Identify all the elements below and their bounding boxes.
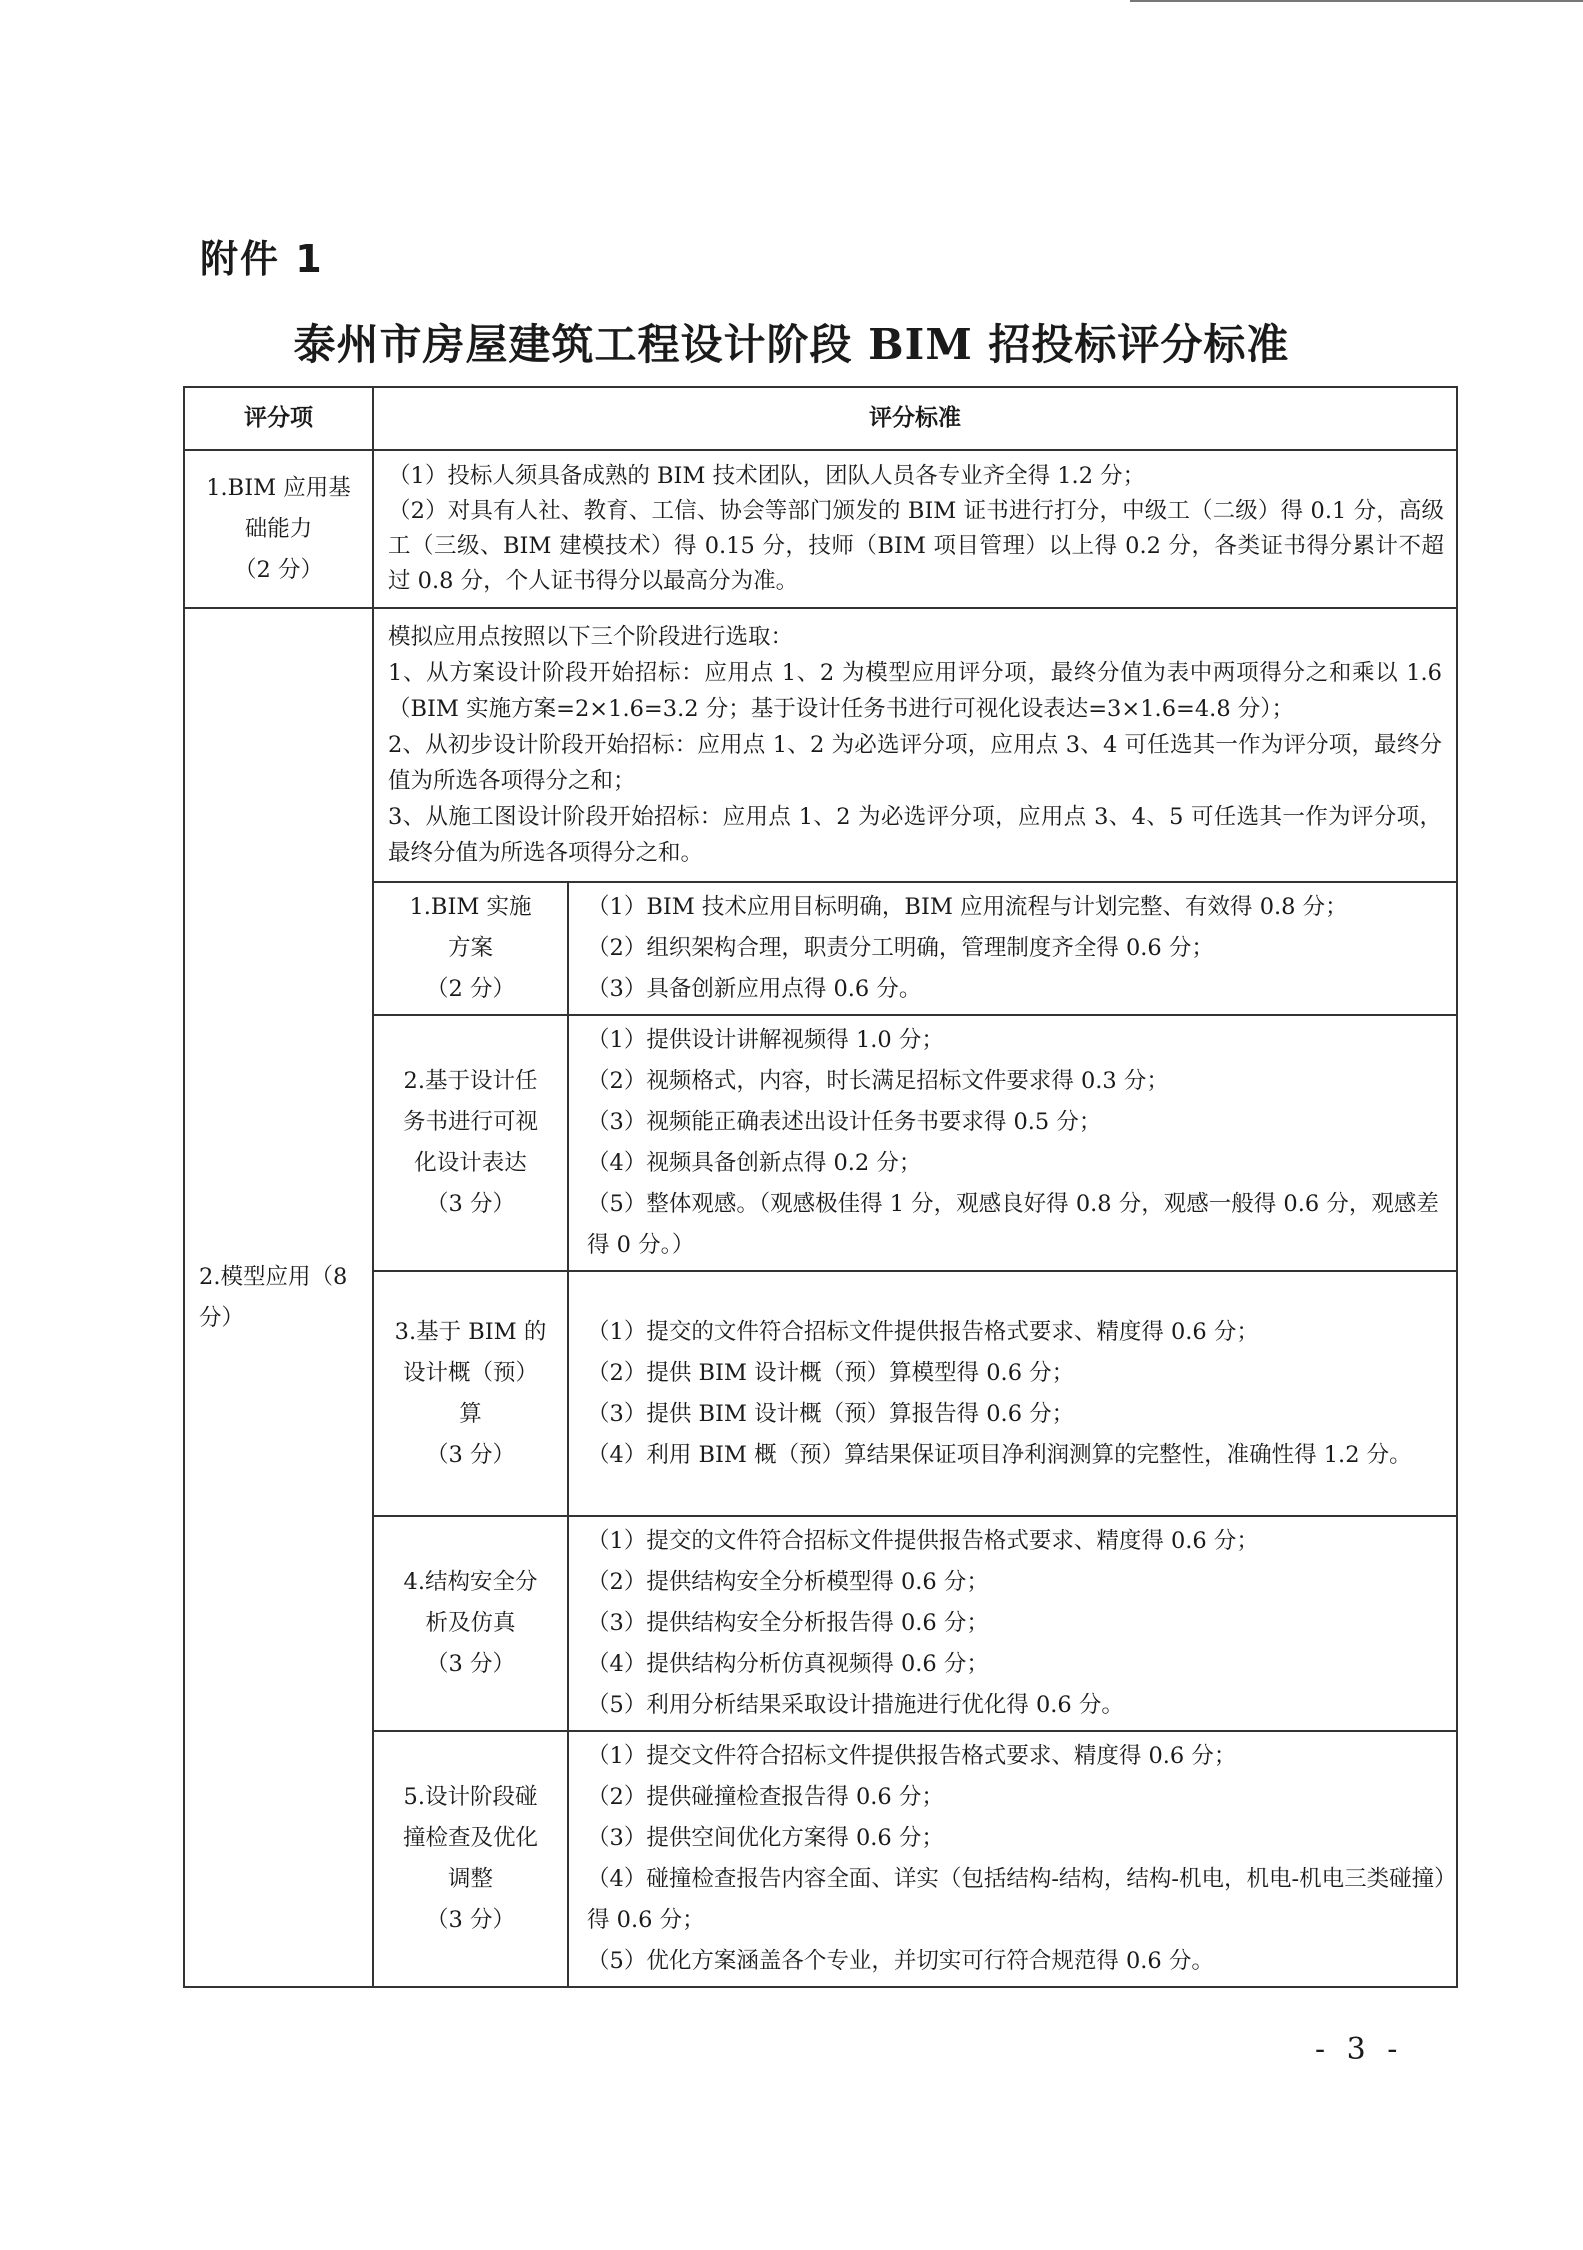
criteria-line: （1）BIM 技术应用目标明确，BIM 应用流程与计划完整、有效得 0.8 分；	[587, 894, 1348, 920]
table-row	[184, 1516, 1457, 1731]
table-row	[184, 1271, 1457, 1516]
header-item: 评分项	[184, 387, 373, 450]
sub5-name	[373, 1731, 568, 1987]
row1-item	[184, 450, 373, 608]
intro-line: 1、从方案设计阶段开始招标：应用点 1、2 为模型应用评分项，最终分值为表中两项得分之和乘以 1.6（BIM 实施方案=2×1.6=3.2 分；基于设计任务书进行可视化设表达=3×1.6=4.8 分）；	[388, 660, 1442, 722]
criteria-line: （4）碰撞检查报告内容全面、详实（包括结构-结构，结构-机电，机电-机电三类碰撞）得 0.6 分；	[587, 1866, 1446, 1933]
sub2-criteria	[568, 1015, 1457, 1271]
sub-name-line: 设计概（预）	[402, 1359, 538, 1386]
criteria-line: （3）提供 BIM 设计概（预）算报告得 0.6 分；	[587, 1400, 1075, 1427]
header-criteria: 评分标准	[373, 387, 1457, 450]
sub-name-line: （3 分）	[426, 1651, 515, 1677]
row1-item-line: 础能力	[244, 515, 313, 542]
criteria-line: （5）整体观感。（观感极佳得 1 分，观感良好得 0.8 分，观感一般得 0.6 分，观感差得 0 分。）	[587, 1191, 1439, 1258]
row1-item-line: （2 分）	[234, 556, 323, 583]
page-number: - 3 -	[1315, 2032, 1404, 2067]
sub-name-line: 5.设计阶段碰	[403, 1784, 538, 1810]
row1-item-line: 1.BIM 应用基	[206, 474, 351, 501]
sub5-criteria	[568, 1731, 1457, 1987]
document-title: 泰州市房屋建筑工程设计阶段 BIM 招投标评分标准	[293, 320, 1290, 369]
sub-name-line: （2 分）	[426, 976, 515, 1002]
criteria-line: （2）提供结构安全分析模型得 0.6 分；	[587, 1569, 989, 1595]
sub-name-line: 3.基于 BIM 的	[394, 1318, 547, 1345]
row2-intro	[373, 608, 1457, 882]
criteria-line: （1）提交的文件符合招标文件提供报告格式要求、精度得 0.6 分；	[587, 1528, 1259, 1554]
table-row	[184, 1015, 1457, 1271]
criteria-line: （1）提交文件符合招标文件提供报告格式要求、精度得 0.6 分；	[587, 1743, 1237, 1769]
criteria-line: （5）优化方案涵盖各个专业，并切实可行符合规范得 0.6 分。	[587, 1948, 1214, 1974]
criteria-line: （1）提供设计讲解视频得 1.0 分；	[587, 1027, 944, 1053]
sub-name-line: 析及仿真	[425, 1610, 516, 1636]
sub-name-line: 方案	[447, 935, 493, 961]
criteria-line: （2）组织架构合理，职责分工明确，管理制度齐全得 0.6 分；	[587, 935, 1214, 961]
row2-item-line: 分）	[199, 1304, 245, 1331]
sub-name-line: 1.BIM 实施	[409, 894, 532, 920]
sub-name-line: （3 分）	[426, 1907, 515, 1933]
criteria-line: （3）具备创新应用点得 0.6 分。	[587, 976, 922, 1002]
sub2-name	[373, 1015, 568, 1271]
criteria-line: （2）对具有人社、教育、工信、协会等部门颁发的 BIM 证书进行打分，中级工（二级）得 0.1 分，高级工（三级、BIM 建模技术）得 0.15 分，技师（BIM 项目管理）以上得 0.2 分，各类证书得分累计不超过 0.8 分，个人证书得分以最高分为准。	[388, 498, 1444, 594]
criteria-line: （3）提供结构安全分析报告得 0.6 分；	[587, 1610, 989, 1636]
sub4-criteria	[568, 1516, 1457, 1731]
sub1-name	[373, 882, 568, 1015]
sub-name-line: 4.结构安全分	[403, 1569, 538, 1595]
criteria-line: （4）利用 BIM 概（预）算结果保证项目净利润测算的完整性，准确性得 1.2 分。	[587, 1441, 1412, 1468]
row2-item-line: 2.模型应用（8	[199, 1263, 348, 1290]
sub-name-line: （3 分）	[426, 1191, 515, 1217]
criteria-line: （4）提供结构分析仿真视频得 0.6 分；	[587, 1651, 989, 1677]
sub-name-line: 调整	[447, 1866, 493, 1892]
sub1-criteria	[568, 882, 1457, 1015]
sub3-name	[373, 1271, 568, 1516]
table-row	[184, 882, 1457, 1015]
table-row	[184, 1731, 1457, 1987]
row1-criteria	[373, 450, 1457, 608]
table-row	[184, 450, 1457, 608]
intro-line: 模拟应用点按照以下三个阶段进行选取：	[388, 624, 794, 650]
intro-line: 2、从初步设计阶段开始招标：应用点 1、2 为必选评分项，应用点 3、4 可任选其一作为评分项，最终分值为所选各项得分之和；	[388, 732, 1442, 794]
criteria-line: （5）利用分析结果采取设计措施进行优化得 0.6 分。	[587, 1692, 1124, 1718]
attachment-label: 附件 1	[200, 237, 324, 281]
criteria-line: （4）视频具备创新点得 0.2 分；	[587, 1150, 922, 1176]
criteria-line: （3）视频能正确表述出设计任务书要求得 0.5 分；	[587, 1109, 1102, 1135]
criteria-line: （3）提供空间优化方案得 0.6 分；	[587, 1825, 944, 1851]
sub-name-line: 化设计表达	[414, 1150, 527, 1176]
sub-name-line: 算	[459, 1400, 482, 1427]
criteria-line: （2）提供碰撞检查报告得 0.6 分；	[587, 1784, 944, 1810]
sub-name-line: （3 分）	[426, 1441, 515, 1468]
table-row	[184, 608, 1457, 882]
top-edge-line	[1130, 0, 1583, 2]
row2-item	[184, 608, 373, 1987]
criteria-line: （2）提供 BIM 设计概（预）算模型得 0.6 分；	[587, 1359, 1075, 1386]
criteria-line: （2）视频格式，内容，时长满足招标文件要求得 0.3 分；	[587, 1068, 1169, 1094]
sub4-name	[373, 1516, 568, 1731]
sub3-criteria	[568, 1271, 1457, 1516]
sub-name-line: 务书进行可视	[402, 1109, 538, 1135]
criteria-line: （1）投标人须具备成熟的 BIM 技术团队，团队人员各专业齐全得 1.2 分；	[388, 463, 1146, 489]
scoring-table	[183, 386, 1458, 1988]
table-header-row	[184, 387, 1457, 450]
sub-name-line: 2.基于设计任	[403, 1068, 538, 1094]
sub-name-line: 撞检查及优化	[402, 1825, 538, 1851]
intro-line: 3、从施工图设计阶段开始招标：应用点 1、2 为必选评分项，应用点 3、4、5 可任选其一作为评分项，最终分值为所选各项得分之和。	[388, 804, 1442, 866]
criteria-line: （1）提交的文件符合招标文件提供报告格式要求、精度得 0.6 分；	[587, 1318, 1259, 1345]
